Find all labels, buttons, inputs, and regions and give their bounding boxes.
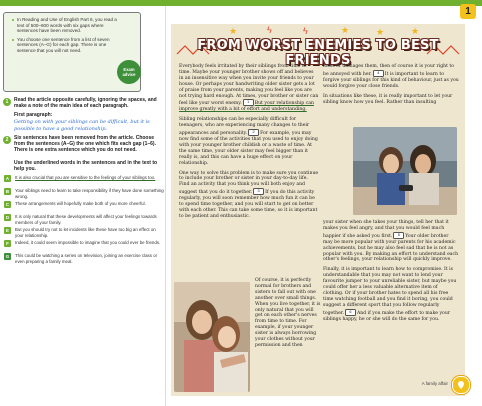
sentence-option [4, 188, 164, 199]
page-number: 1 [460, 4, 476, 19]
option-text: This could be watching a series on television, joining an exercise class or even preparing a family meal. [15, 253, 158, 264]
exercise-column [0, 8, 165, 406]
article-title: FROM WORST ENEMIES TO BEST FRIENDS [197, 38, 439, 68]
sentence-option [4, 214, 164, 225]
article-panel [171, 24, 465, 396]
option-text: Your siblings need to learn to take responsibility if they have done something wrong. [15, 188, 164, 199]
paragraph-label: First paragraph: [14, 112, 53, 118]
tip-bullet: You choose one sentence from a list of seven sentences (A–G) for each gap. There is one sentence that you will not need. [12, 37, 118, 54]
task-number: 1 [3, 98, 11, 106]
paragraph-text: Finally, it is important to learn how to compromise. It is understandable that you may not want to lend your favourite jumper to your unreliable sister, but maybe you could offer her a less valuable alternative item of clothing. Or if your brother hates to spend all his free time watching football and you find it boring, you could suggest a different sport that you follow regularly together. [323, 267, 457, 316]
gap-box: 1 [243, 99, 254, 106]
paragraph-text: loses or damages them, then of course it is your right to be annoyed with her. [323, 64, 455, 77]
exam-advice-badge: Exam advice [117, 60, 141, 84]
page-divider [165, 6, 166, 406]
paragraph-text: It is important to learn to forgive your siblings for this kind of behaviour, just as you would forgive your close friends. [323, 71, 459, 89]
article-paragraph [323, 220, 459, 263]
option-letter: F [4, 240, 11, 247]
sentence-option [4, 175, 164, 182]
gap-box: 4 [373, 70, 384, 77]
article-paragraph [323, 64, 459, 90]
paragraph-text: For example, you may now find some of the activities that you used to enjoy doing with your younger brother childish or a waste of time. At the same time, your older sister may feel bigger than it really is, and this can have a huge effect on your relationship. [179, 131, 318, 166]
article-paragraph [179, 117, 319, 166]
gap-box: 3 [253, 188, 264, 195]
article-paragraph [255, 278, 321, 349]
gap-box: 5 [393, 232, 404, 239]
paragraph-text: And if you make the effort to make your siblings happy, he or she will do the same for you. [323, 310, 450, 322]
sentence-option [4, 201, 164, 208]
article-column-left [179, 64, 319, 224]
article-paragraph [323, 267, 459, 322]
sentence-option [4, 227, 164, 238]
article-column-right-lower [323, 220, 459, 327]
paragraph-text: your sister when she takes your things, tell her that it makes you feel angry, and that you would feel much happier if she asked you first. [323, 220, 449, 239]
task1-instruction: Read the article opposite carefully, ignoring the spaces, and make a note of the main idea of each paragraph. [14, 97, 157, 110]
lightning-icon: ϟ [267, 25, 272, 35]
sentence-option [4, 240, 164, 247]
paragraph-text: One way to solve this problem is to make sure you continue to include your brother or sister in your day-to-day life. Find an activity that you think you will both enjoy and suggest that you do it together. [179, 170, 319, 196]
star-icon: ★ [229, 26, 238, 36]
article-paragraph [323, 94, 459, 106]
task2-instruction-underline: Use the underlined words in the sentences and in the text to help you. [14, 160, 158, 173]
lightning-icon: ϟ [303, 26, 308, 36]
paragraph-text: Of course, it is perfectly normal for brothers and sisters to fall out with one another over small things. When you live together, it is only natural that you will get on each other's nerves from time to time. For example, if your younger sister is always borrowing your clothes without your permission and then [255, 278, 321, 348]
option-text: But you should try not to let incidents like these have too big an effect on your relationship. [15, 227, 156, 238]
option-letter: G [5, 254, 10, 259]
option-letter: E [4, 227, 11, 234]
gap-box: 6 [345, 309, 356, 316]
top-bar [0, 0, 482, 6]
option-letter: C [5, 202, 10, 207]
option-letter: D [5, 215, 10, 220]
page-footer: A family affair [421, 381, 448, 386]
task2-instruction: Six sentences have been removed from the article. Choose from the sentences (A–G) the one which fits each gap (1–6). There is one extra sentence which you do not need. [14, 135, 156, 154]
option-text: It is only natural that these developments will affect your feelings towards members of your family. [15, 214, 157, 225]
star-icon: ★ [411, 26, 420, 36]
article-paragraph [179, 171, 319, 220]
tip-bullet: In Reading and Use of English Part 6, you read a text of 500–600 words with six gaps where sentences have been removed. [12, 17, 118, 34]
handwritten-note: Getting on with your siblings can be difficult, but it is possible to have a good relationship. [14, 119, 150, 132]
paragraph-text: In situations like these, it is really important to let your sibling know how you feel. Rather than insulting [323, 93, 453, 105]
star-icon: ★ [341, 25, 350, 35]
paragraph-text: But your relationship can improve greatly with a bit of effort and understanding. [179, 101, 314, 113]
siblings-photo [353, 127, 457, 215]
paragraph-text: Sibling relationships can be especially difficult for teenagers, who are experiencing many changes to their appearances and personality. [179, 117, 310, 137]
option-text: It is also crucial that you are sensitive to the feelings of your siblings too. [15, 175, 156, 180]
gap-box: 2 [248, 129, 259, 136]
location-pin-icon [452, 376, 470, 394]
paragraph-text: Your older brother may be more popular with your parents for his academic achievements, but he may also feel sad that he is not as popular with you. By making an effort to understand each other's feelings, your relationship will quickly improve. [323, 233, 459, 263]
article-paragraph [179, 64, 319, 113]
option-text: These arrangements will hopefully make both of you more cheerful. [15, 201, 146, 206]
option-text: Indeed, it could seem impossible to imagine that you could ever be friends. [15, 240, 161, 245]
option-letter: B [5, 189, 10, 194]
sentence-option [4, 253, 164, 264]
article-column-right [323, 64, 459, 109]
star-icon: ★ [376, 27, 385, 37]
sisters-photo [174, 282, 250, 392]
paragraph-text: Everybody feels irritated by their siblings from time to time. Maybe your younger brother shows off and believes in an insensitive way when you invite your friends to your house. Or perhaps your handwriting older sister gets a lot of praise from your parents, making you feel like you are not trying hard enough. At times, your brother or sister can feel like your worst enemy. [179, 64, 319, 107]
option-letter: A [5, 176, 10, 181]
article-column-mid [255, 278, 321, 353]
task-number: 2 [3, 136, 11, 144]
paragraph-text: If you do this activity regularly, you will soon remember how much fun it can be to spend time together, and you will start to get on better with each other. This can take some time, so it is important to be patient and enthusiastic. [179, 190, 318, 219]
